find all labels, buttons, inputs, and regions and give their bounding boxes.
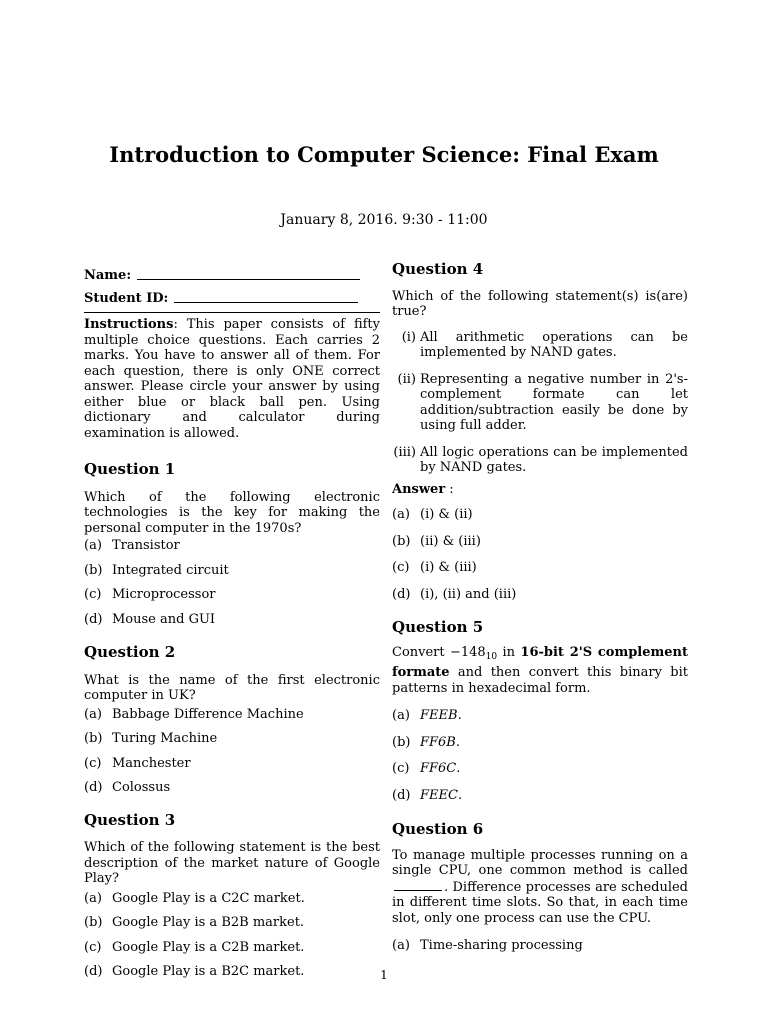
- option[interactable]: (c) Google Play is a C2B market.: [84, 939, 305, 955]
- answer-blank[interactable]: [394, 879, 442, 891]
- option[interactable]: (d) (i), (ii) and (iii): [392, 586, 517, 602]
- page-number: 1: [380, 968, 388, 982]
- option-list: [392, 507, 688, 602]
- question-heading: Question 4: [392, 260, 484, 278]
- exam-title: Introduction to Computer Science: Final Exam: [109, 142, 659, 167]
- instructions-label: Instructions: [84, 317, 174, 332]
- question-text: To manage multiple processes running on a single CPU, one common method is called . Difference processes are scheduled in different time slots. So that, in each time slot, only one process can use the CPU.: [392, 847, 688, 926]
- question-2: [84, 645, 380, 796]
- question-text: What is the name of the first electronic computer in UK?: [84, 672, 380, 703]
- question-6: [392, 822, 688, 954]
- option-list: [84, 707, 380, 796]
- option[interactable]: (b) Google Play is a B2B market.: [84, 915, 305, 930]
- option[interactable]: (a) Google Play is a C2C market.: [84, 890, 305, 906]
- question-5: [392, 620, 688, 803]
- instructions-text: : This paper consists of fifty multiple choice questions. Each carries 2 marks. You have to answer all of them. For each question, there is only ONE correct answer. Please circle your answer by using either blue or black ball pen. Using dictionary and calculator during examination is allowed.: [84, 317, 380, 441]
- question-heading: Question 5: [392, 618, 484, 636]
- option[interactable]: (a) Transistor: [84, 538, 180, 553]
- option[interactable]: (b) Turing Machine: [84, 731, 218, 746]
- question-heading: Question 3: [84, 810, 176, 829]
- option[interactable]: (d) Mouse and GUI: [84, 611, 216, 627]
- option[interactable]: (d) FEEC.: [392, 787, 463, 803]
- student-id-label: Student ID:: [84, 290, 169, 306]
- question-text: Which of the following statement is the best description of the market nature of Google Play?: [84, 840, 380, 886]
- option[interactable]: (a) Time-sharing processing: [392, 938, 583, 953]
- option-list: [84, 538, 380, 627]
- statement: (i) All arithmetic operations can be implemented by NAND gates.: [401, 329, 688, 360]
- option[interactable]: (d) Google Play is a B2C market.: [84, 964, 305, 979]
- option-list: [392, 938, 688, 954]
- option-list: [392, 708, 688, 803]
- answer-label: Answer :: [392, 481, 454, 497]
- option[interactable]: (a) Babbage Difference Machine: [84, 706, 304, 722]
- option[interactable]: (c) FF6C.: [392, 761, 461, 776]
- option[interactable]: (b) Integrated circuit: [84, 562, 229, 578]
- name-field: [84, 265, 380, 283]
- question-4: [392, 262, 688, 602]
- question-text: Which of the following electronic technologies is the key for making the personal computer in the 1970s?: [84, 489, 380, 536]
- name-label: Name:: [84, 267, 132, 283]
- option[interactable]: (a) (i) & (ii): [392, 507, 473, 522]
- right-column: [392, 262, 688, 954]
- student-id-field: [84, 288, 380, 306]
- question-heading: Question 6: [392, 820, 484, 838]
- option[interactable]: (c) Microprocessor: [84, 587, 216, 602]
- statement: (ii) Representing a negative number in 2's-complement formate can let addition/subtraction easily be done by using full adder.: [397, 371, 688, 433]
- divider: [84, 312, 380, 313]
- name-line[interactable]: [137, 279, 360, 280]
- question-heading: Question 1: [84, 460, 176, 478]
- option[interactable]: (b) FF6B.: [392, 734, 461, 750]
- option[interactable]: (a) FEEB.: [392, 708, 462, 723]
- instructions: [84, 317, 380, 441]
- question-1: [84, 462, 380, 627]
- option[interactable]: (d) Colossus: [84, 780, 171, 795]
- statement-list: [392, 330, 688, 476]
- question-heading: Question 2: [84, 643, 176, 661]
- question-text: Which of the following statement(s) is(are) true?: [392, 288, 688, 319]
- option[interactable]: (c) Manchester: [84, 755, 191, 771]
- question-text: Convert $-148_{10}$ in 16-bit 2'S complement formate and then convert this binary bit patterns in hexadecimal form.: [392, 644, 688, 696]
- statement: (iii) All logic operations can be implemented by NAND gates.: [393, 444, 688, 475]
- student-id-line[interactable]: [174, 302, 358, 303]
- option[interactable]: (b) (ii) & (iii): [392, 533, 481, 549]
- exam-date: January 8, 2016. 9:30 - 11:00: [280, 212, 488, 228]
- option-list: [84, 891, 380, 980]
- option[interactable]: (c) (i) & (iii): [392, 560, 477, 575]
- left-column: [84, 262, 380, 980]
- question-3: [84, 810, 380, 980]
